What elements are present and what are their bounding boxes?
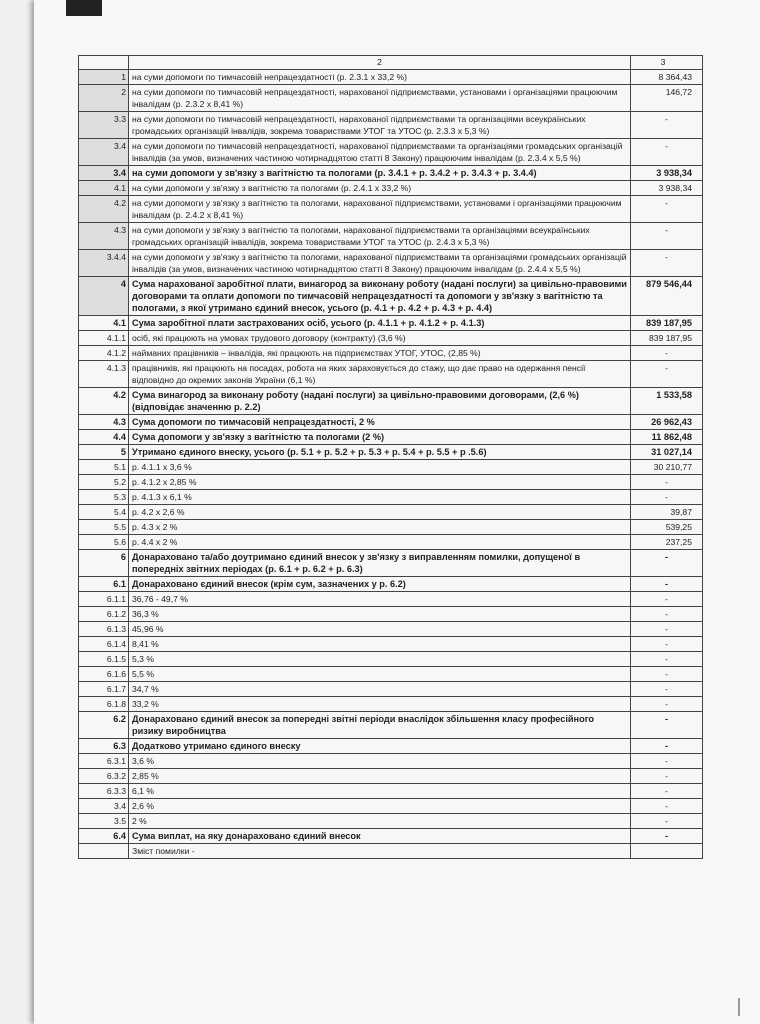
table-row — [79, 112, 703, 139]
row-value: - — [631, 196, 703, 223]
row-number: 1 — [79, 70, 129, 85]
row-value: 237,25 — [631, 535, 703, 550]
row-number: 6.1.3 — [79, 622, 129, 637]
table-row — [79, 784, 703, 799]
row-value: - — [631, 622, 703, 637]
row-description: Донараховано та/або доутримано єдиний внесок у зв'язку з виправленням помилки, допущеної в попередніх звітних періодах (р. 6.1 + р. 6.2 + р. 6.3) — [129, 550, 631, 577]
table-row — [79, 697, 703, 712]
row-description: Зміст помилки - — [129, 844, 631, 859]
table-row — [79, 799, 703, 814]
row-number: 6.3.3 — [79, 784, 129, 799]
row-value: 839 187,95 — [631, 331, 703, 346]
table-row — [79, 430, 703, 445]
row-description: р. 4.4 х 2 % — [129, 535, 631, 550]
table-row — [79, 166, 703, 181]
row-number: 3.4 — [79, 799, 129, 814]
row-description: 8,41 % — [129, 637, 631, 652]
table-row — [79, 181, 703, 196]
row-number: 5 — [79, 445, 129, 460]
row-value: - — [631, 361, 703, 388]
row-value: 3 938,34 — [631, 166, 703, 181]
row-description: р. 4.1.1 х 3,6 % — [129, 460, 631, 475]
row-number: 4.4 — [79, 430, 129, 445]
row-number: 6.1.1 — [79, 592, 129, 607]
row-number: 6.3.1 — [79, 754, 129, 769]
row-number: 6.4 — [79, 829, 129, 844]
table-row — [79, 388, 703, 415]
table-row — [79, 520, 703, 535]
page-mark — [738, 998, 740, 1016]
row-value: 26 962,43 — [631, 415, 703, 430]
row-description: Додатково утримано єдиного внеску — [129, 739, 631, 754]
row-description: р. 4.3 х 2 % — [129, 520, 631, 535]
row-description: на суми допомоги по тимчасовій непрацездатності, нарахованої підприємствами та організаціями всеукраїнських громадських організацій інвалідів, зокрема товариствами УТОГ та УТОС (р. 2.3.3 х 5,3 %) — [129, 112, 631, 139]
row-number: 3.5 — [79, 814, 129, 829]
row-number: 5.2 — [79, 475, 129, 490]
row-value: - — [631, 682, 703, 697]
row-description: на суми допомоги у зв'язку з вагітністю та пологами (р. 2.4.1 х 33,2 %) — [129, 181, 631, 196]
row-number: 3.3 — [79, 112, 129, 139]
table-row — [79, 844, 703, 859]
row-number: 5.6 — [79, 535, 129, 550]
row-number: 3.4 — [79, 166, 129, 181]
row-value: 839 187,95 — [631, 316, 703, 331]
row-number: 3.4.4 — [79, 250, 129, 277]
row-description: 2,85 % — [129, 769, 631, 784]
row-description: 3,6 % — [129, 754, 631, 769]
page-binding-edge — [66, 0, 102, 16]
table-row — [79, 85, 703, 112]
row-value: - — [631, 769, 703, 784]
row-number: 6.1.5 — [79, 652, 129, 667]
row-value: - — [631, 739, 703, 754]
row-value: - — [631, 754, 703, 769]
row-value: - — [631, 346, 703, 361]
row-value — [631, 844, 703, 859]
table-row — [79, 316, 703, 331]
row-description: на суми допомоги у зв'язку з вагітністю та пологами, нарахованої підприємствами та організаціями всеукраїнських громадських організацій інвалідів, зокрема товариствами УТОГ та УТОС (р. 2.4.3 х 5,3 %) — [129, 223, 631, 250]
table-row — [79, 277, 703, 316]
row-value: - — [631, 814, 703, 829]
row-number: 6.1.8 — [79, 697, 129, 712]
row-value: - — [631, 490, 703, 505]
row-value: - — [631, 667, 703, 682]
row-description: р. 4.1.3 х 6,1 % — [129, 490, 631, 505]
row-value: 11 862,48 — [631, 430, 703, 445]
row-description: р. 4.2 х 2,6 % — [129, 505, 631, 520]
row-value: 1 533,58 — [631, 388, 703, 415]
table-row — [79, 769, 703, 784]
row-number: 4.1 — [79, 316, 129, 331]
row-description: Сума допомоги у зв'язку з вагітністю та пологами (2 %) — [129, 430, 631, 445]
row-value: - — [631, 829, 703, 844]
row-number: 6.2 — [79, 712, 129, 739]
row-number: 6.1.2 — [79, 607, 129, 622]
header-col-2: 2 — [129, 56, 631, 70]
row-value: - — [631, 799, 703, 814]
table-row — [79, 712, 703, 739]
row-number: 2 — [79, 85, 129, 112]
row-number: 4.1.3 — [79, 361, 129, 388]
row-value: 3 938,34 — [631, 181, 703, 196]
table-row — [79, 550, 703, 577]
row-number: 4.2 — [79, 388, 129, 415]
document-page — [34, 0, 760, 1024]
row-description: Сума заробітної плати застрахованих осіб, усього (р. 4.1.1 + р. 4.1.2 + р. 4.1.3) — [129, 316, 631, 331]
row-value: 8 364,43 — [631, 70, 703, 85]
row-value: - — [631, 550, 703, 577]
row-description: 33,2 % — [129, 697, 631, 712]
table-row — [79, 460, 703, 475]
row-description: 6,1 % — [129, 784, 631, 799]
table-row — [79, 829, 703, 844]
row-value: - — [631, 652, 703, 667]
header-col-3: 3 — [631, 56, 703, 70]
row-description: Сума допомоги по тимчасовій непрацездатності, 2 % — [129, 415, 631, 430]
row-value: - — [631, 577, 703, 592]
row-number: 4.1 — [79, 181, 129, 196]
table-row — [79, 622, 703, 637]
table-row — [79, 223, 703, 250]
row-description: р. 4.1.2 х 2,85 % — [129, 475, 631, 490]
row-description: працівників, які працюють на посадах, робота на яких зараховується до стажу, що дає право на одержання пенсії відповідно до окремих законів України (6,1 %) — [129, 361, 631, 388]
table-row — [79, 250, 703, 277]
table-row — [79, 139, 703, 166]
row-number: 4 — [79, 277, 129, 316]
row-number: 3.4 — [79, 139, 129, 166]
row-value: - — [631, 607, 703, 622]
row-number: 4.1.1 — [79, 331, 129, 346]
row-description: 5,5 % — [129, 667, 631, 682]
row-value: 146,72 — [631, 85, 703, 112]
row-number: 4.3 — [79, 223, 129, 250]
table-row — [79, 445, 703, 460]
row-number: 4.1.2 — [79, 346, 129, 361]
table-row — [79, 667, 703, 682]
row-number: 5.4 — [79, 505, 129, 520]
row-number: 6.1.7 — [79, 682, 129, 697]
row-description: на суми допомоги у зв'язку з вагітністю та пологами (р. 3.4.1 + р. 3.4.2 + р. 3.4.3 + р. 3.4.4) — [129, 166, 631, 181]
table-row — [79, 475, 703, 490]
table-row — [79, 196, 703, 223]
row-description: Донараховано єдиний внесок (крім сум, зазначених у р. 6.2) — [129, 577, 631, 592]
row-number: 5.1 — [79, 460, 129, 475]
row-description: 36,76 - 49,7 % — [129, 592, 631, 607]
table-row — [79, 652, 703, 667]
row-value: - — [631, 592, 703, 607]
table-row — [79, 814, 703, 829]
row-description: на суми допомоги по тимчасовій непрацездатності, нарахованої підприємствами, установами і організаціями працюючим інвалідам (р. 2.3.2 х 8,41 %) — [129, 85, 631, 112]
table-row — [79, 70, 703, 85]
row-value: - — [631, 223, 703, 250]
table-row — [79, 346, 703, 361]
row-number: 6.1.4 — [79, 637, 129, 652]
row-description: Донараховано єдиний внесок за попередні звітні періоди внаслідок збільшення класу професійного ризику виробництва — [129, 712, 631, 739]
row-value: - — [631, 112, 703, 139]
row-number: 6.3 — [79, 739, 129, 754]
row-description: на суми допомоги у зв'язку з вагітністю та пологами, нарахованої підприємствами, установами і організаціями працюючим інвалідам (р. 2.4.2 х 8,41 %) — [129, 196, 631, 223]
row-description: осіб, які працюють на умовах трудового договору (контракту) (3,6 %) — [129, 331, 631, 346]
table-header-row — [79, 56, 703, 70]
row-description: на суми допомоги у зв'язку з вагітністю та пологами, нарахованої підприємствами та організаціями громадських організацій інвалідів (за умов, визначених частиною чотирнадцятою статті 8 Закону) працюючим інвалідам (р. 2.4.4 х 5,5 %) — [129, 250, 631, 277]
row-number: 6.1.6 — [79, 667, 129, 682]
row-number: 5.5 — [79, 520, 129, 535]
table-row — [79, 607, 703, 622]
table-row — [79, 682, 703, 697]
row-value: - — [631, 637, 703, 652]
row-value: - — [631, 250, 703, 277]
row-value: - — [631, 712, 703, 739]
row-description: 2,6 % — [129, 799, 631, 814]
row-number: 5.3 — [79, 490, 129, 505]
contribution-table — [78, 55, 703, 859]
row-value: 31 027,14 — [631, 445, 703, 460]
row-number: 6.1 — [79, 577, 129, 592]
row-value: 539,25 — [631, 520, 703, 535]
row-number: 4.2 — [79, 196, 129, 223]
header-col-1 — [79, 56, 129, 70]
row-description: на суми допомоги по тимчасовій непрацездатності, нарахованої підприємствами та організаціями громадських організацій інвалідів (за умов, визначених частиною чотирнадцятою статті 8 Закону) працюючим інвалідам (р. 2.3.4 х 5,5 %) — [129, 139, 631, 166]
row-description: на суми допомоги по тимчасовій непрацездатності (р. 2.3.1 х 33,2 %) — [129, 70, 631, 85]
table-row — [79, 592, 703, 607]
row-number: 4.3 — [79, 415, 129, 430]
row-description: 34,7 % — [129, 682, 631, 697]
row-description: найманих працівників – інвалідів, які працюють на підприємствах УТОГ, УТОС, (2,85 %) — [129, 346, 631, 361]
table-row — [79, 415, 703, 430]
row-description: Сума винагород за виконану роботу (надані послуги) за цивільно-правовими договорами, (2,6 %) (відповідає значенню р. 2.2) — [129, 388, 631, 415]
row-value: - — [631, 784, 703, 799]
row-description: Сума нарахованої заробітної плати, винагород за виконану роботу (надані послуги) за цивільно-правовими договорами та оплати допомоги по тимчасовій непрацездатності та допомоги у зв'язку з вагітністю та пологами, з якої утримано єдиний внесок, усього (р. 4.1 + р. 4.2 + р. 4.3 + р. 4.4) — [129, 277, 631, 316]
table-row — [79, 637, 703, 652]
row-number: 6 — [79, 550, 129, 577]
row-description: 36,3 % — [129, 607, 631, 622]
row-description: 2 % — [129, 814, 631, 829]
row-value: - — [631, 139, 703, 166]
table-row — [79, 535, 703, 550]
table-row — [79, 577, 703, 592]
row-value: 879 546,44 — [631, 277, 703, 316]
row-number — [79, 844, 129, 859]
table-row — [79, 361, 703, 388]
row-description: Сума виплат, на яку донараховано єдиний внесок — [129, 829, 631, 844]
table-row — [79, 739, 703, 754]
row-number: 6.3.2 — [79, 769, 129, 784]
row-value: 39,87 — [631, 505, 703, 520]
row-value: - — [631, 475, 703, 490]
table-row — [79, 505, 703, 520]
row-description: 5,3 % — [129, 652, 631, 667]
row-description: Утримано єдиного внеску, усього (р. 5.1 + р. 5.2 + р. 5.3 + р. 5.4 + р. 5.5 + р .5.6) — [129, 445, 631, 460]
row-value: - — [631, 697, 703, 712]
table-row — [79, 490, 703, 505]
table-row — [79, 754, 703, 769]
row-description: 45,96 % — [129, 622, 631, 637]
row-value: 30 210,77 — [631, 460, 703, 475]
table-row — [79, 331, 703, 346]
